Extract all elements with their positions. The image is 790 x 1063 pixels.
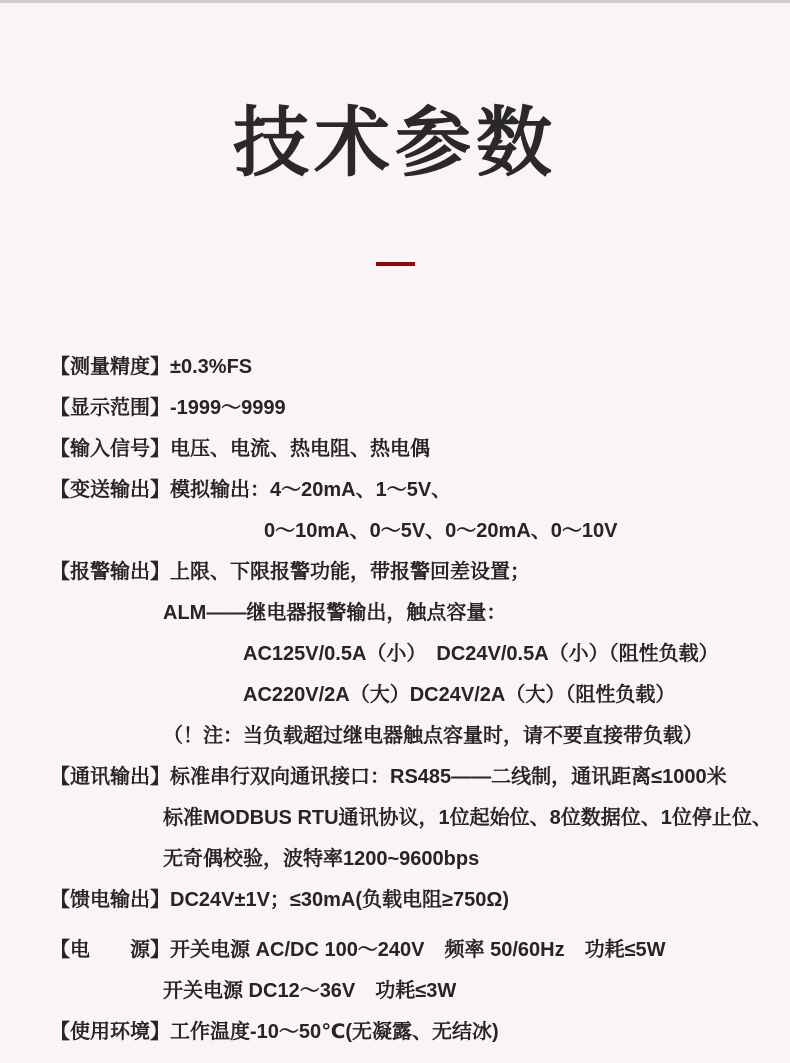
spec-label (50, 634, 163, 675)
spec-list (0, 347, 790, 1053)
spec-value: AC125V/0.5A（小） DC24V/0.5A（小）（阻性负载） (243, 643, 719, 665)
spec-row-comm-baud (0, 839, 790, 880)
spec-label (50, 971, 163, 1012)
spec-label: 【测量精度】 (50, 356, 170, 378)
spec-value: （！注：当负载超过继电器触点容量时，请不要直接带负载） (163, 725, 703, 747)
spec-value: 模拟输出：4～20mA、1～5V、 (170, 479, 452, 501)
spec-value: 上限、下限报警功能，带报警回差设置； (170, 561, 530, 583)
spec-value: 0～10mA、0～5V、0～20mA、0～10V (264, 520, 618, 542)
spec-value: 开关电源 AC/DC 100～240V 频率 50/60Hz 功耗≤5W (170, 939, 666, 961)
spec-row-comm-output (0, 757, 790, 798)
spec-value: 开关电源 DC12～36V 功耗≤3W (163, 980, 457, 1002)
page-title: 技术参数 (233, 101, 557, 186)
spec-value: AC220V/2A（大）DC24V/2A（大）（阻性负载） (243, 684, 676, 706)
spec-value: 无奇偶校验，波特率1200~9600bps (163, 848, 480, 870)
spec-row-alarm-relay (0, 593, 790, 634)
spec-value: ALM——继电器报警输出，触点容量： (163, 602, 507, 624)
spec-label: 【报警输出】 (50, 561, 170, 583)
spec-label: 【电 源】 (50, 939, 170, 961)
spec-row-alarm-note (0, 716, 790, 757)
spec-value: 标准串行双向通讯接口：RS485——二线制，通讯距离≤1000米 (170, 766, 727, 788)
spec-value: 标准MODBUS RTU通讯协议，1位起始位、8位数据位、1位停止位、 (163, 807, 772, 829)
spec-label (50, 511, 163, 552)
spec-row-transmit-output-cont (0, 511, 790, 552)
spec-value: 工作温度-10～50℃(无凝露、无结冰) (170, 1021, 499, 1043)
spec-label (50, 839, 163, 880)
spec-label: 【使用环境】 (50, 1021, 170, 1043)
spec-row-measure-accuracy (0, 347, 790, 388)
spec-label: 【变送输出】 (50, 479, 170, 501)
spec-row-input-signal (0, 429, 790, 470)
spec-row-power-ac (0, 930, 790, 971)
spec-label: 【显示范围】 (50, 397, 170, 419)
spec-label (50, 798, 163, 839)
spec-value: -1999～9999 (170, 397, 286, 419)
spec-row-alarm-contact-large (0, 675, 790, 716)
spec-value: ±0.3%FS (170, 356, 253, 378)
spec-row-environment (0, 1012, 790, 1053)
spec-value: DC24V±1V；≤30mA(负载电阻≥750Ω) (170, 889, 510, 911)
spec-row-alarm-contact-small (0, 634, 790, 675)
spec-value: 电压、电流、热电阻、热电偶 (170, 438, 430, 460)
spec-row-display-range (0, 388, 790, 429)
spec-label: 【通讯输出】 (50, 766, 170, 788)
spec-row-alarm-output (0, 552, 790, 593)
spec-row-power-dc (0, 971, 790, 1012)
spec-label: 【输入信号】 (50, 438, 170, 460)
title-accent-dash (376, 262, 415, 266)
spec-label (50, 716, 163, 757)
spec-row-comm-protocol (0, 798, 790, 839)
spec-row-feed-output (0, 880, 790, 921)
spec-label (50, 593, 163, 634)
spec-label: 【馈电输出】 (50, 889, 170, 911)
spec-label (50, 675, 163, 716)
spec-row-transmit-output (0, 470, 790, 511)
